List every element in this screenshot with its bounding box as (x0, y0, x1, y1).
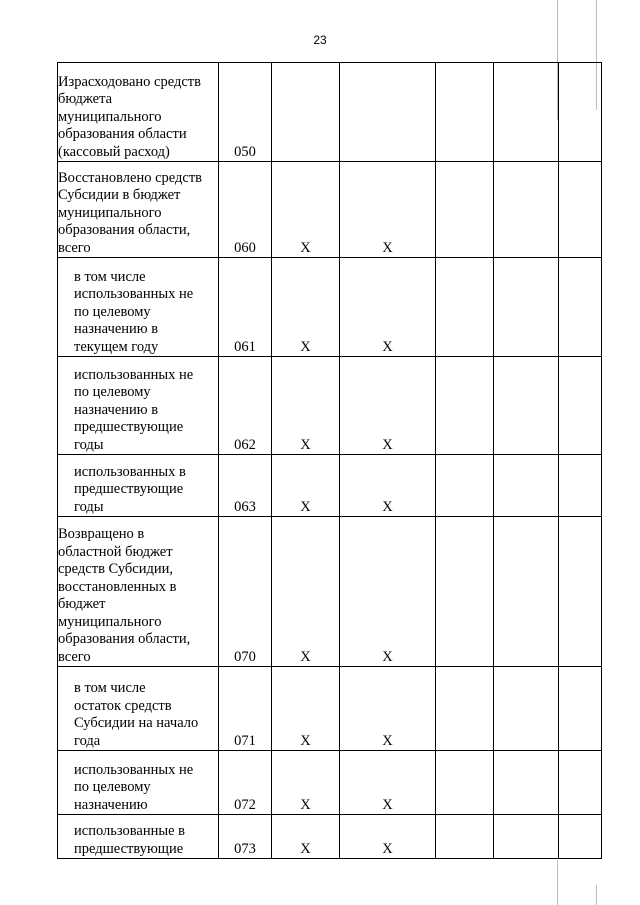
table-row (58, 357, 602, 455)
row-label-line: годы (74, 498, 104, 515)
scan-edge-line (596, 885, 597, 905)
row-label (58, 517, 219, 667)
row-label-line: по целевому (74, 779, 151, 795)
row-code: 063 (219, 455, 272, 517)
page-number: 23 (313, 33, 327, 47)
empty-cell (436, 667, 494, 751)
cell-mark: X (272, 455, 340, 517)
empty-cell (436, 517, 494, 667)
row-label-line: остаток средств (74, 697, 172, 714)
table-row (58, 751, 602, 815)
cell-mark: X (340, 517, 436, 667)
row-label-line: образования области, (58, 631, 191, 647)
empty-cell (494, 357, 559, 455)
table-row (58, 667, 602, 751)
row-code: 072 (219, 751, 272, 815)
row-label (58, 258, 219, 357)
row-label (58, 357, 219, 455)
cell-mark (340, 63, 436, 162)
table-row (58, 517, 602, 667)
cell-mark: X (340, 815, 436, 859)
row-label-line: бюджет (58, 596, 106, 612)
row-code: 070 (219, 517, 272, 667)
row-label-line: использованные в (74, 823, 186, 839)
row-label-line: предшествующие (74, 481, 184, 497)
table-row (58, 162, 602, 258)
row-label-line: текущем году (74, 338, 159, 355)
row-label-line: образования области (58, 126, 187, 142)
empty-cell (494, 815, 559, 859)
row-code: 061 (219, 258, 272, 357)
empty-cell (436, 258, 494, 357)
cell-mark (272, 63, 340, 162)
row-label-line: назначению в (74, 401, 159, 418)
cell-mark: X (272, 162, 340, 258)
row-label-line: всего (58, 239, 91, 256)
cell-mark: X (272, 815, 340, 859)
row-label-line: года (74, 732, 101, 749)
empty-cell (494, 455, 559, 517)
empty-cell (436, 357, 494, 455)
row-code: 071 (219, 667, 272, 751)
row-label-line: муниципального (58, 613, 162, 630)
table-row (58, 63, 602, 162)
row-label (58, 455, 219, 517)
row-label-line: муниципального (58, 204, 162, 221)
row-label-line: использованных не (74, 761, 194, 778)
row-label-line: в том числе (74, 268, 146, 285)
cell-mark: X (340, 751, 436, 815)
report-table (57, 62, 602, 859)
cell-mark: X (340, 258, 436, 357)
row-label-line: средств Субсидии, (58, 561, 174, 577)
row-label-line: по целевому (74, 303, 151, 320)
cell-mark: X (272, 357, 340, 455)
cell-mark: X (340, 357, 436, 455)
row-label (58, 751, 219, 815)
row-label-line: бюджета (58, 91, 113, 107)
empty-cell (494, 258, 559, 357)
cell-mark: X (272, 667, 340, 751)
empty-cell (436, 162, 494, 258)
empty-cell (494, 517, 559, 667)
empty-cell (559, 357, 602, 455)
row-label-line: использованных не (74, 366, 194, 383)
row-code: 060 (219, 162, 272, 258)
empty-cell (494, 162, 559, 258)
row-label-line: Израсходовано средств (58, 73, 201, 90)
empty-cell (559, 162, 602, 258)
empty-cell (436, 815, 494, 859)
empty-cell (559, 815, 602, 859)
empty-cell (559, 258, 602, 357)
empty-cell (436, 455, 494, 517)
row-label-line: предшествующие (74, 840, 184, 857)
table-row (58, 815, 602, 859)
empty-cell (436, 751, 494, 815)
table-row (58, 258, 602, 357)
row-code: 062 (219, 357, 272, 455)
row-label-line: Восстановлено средств (58, 169, 203, 186)
row-label-line: в том числе (74, 680, 146, 696)
row-label-line: муниципального (58, 108, 162, 125)
empty-cell (494, 751, 559, 815)
cell-mark: X (272, 751, 340, 815)
empty-cell (559, 63, 602, 162)
row-label (58, 815, 219, 859)
empty-cell (559, 517, 602, 667)
row-label-line: годы (74, 436, 104, 453)
row-label-line: всего (58, 648, 91, 665)
cell-mark: X (340, 455, 436, 517)
empty-cell (494, 63, 559, 162)
row-label-line: использованных не (74, 286, 194, 302)
row-code: 050 (219, 63, 272, 162)
empty-cell (494, 667, 559, 751)
row-label-line: Возвращено в (58, 526, 145, 542)
row-label-line: образования области, (58, 222, 191, 238)
cell-mark: X (272, 258, 340, 357)
scan-edge-line (557, 860, 558, 905)
row-label-line: предшествующие (74, 419, 184, 435)
empty-cell (559, 751, 602, 815)
cell-mark: X (272, 517, 340, 667)
row-label-line: областной бюджет (58, 543, 173, 560)
cell-mark: X (340, 162, 436, 258)
row-label-line: Субсидии в бюджет (58, 187, 181, 203)
cell-mark: X (340, 667, 436, 751)
row-label-line: назначению (74, 796, 148, 813)
row-label-line: (кассовый расход) (58, 143, 170, 160)
row-label-line: по целевому (74, 384, 151, 400)
row-code: 073 (219, 815, 272, 859)
table-row (58, 455, 602, 517)
row-label (58, 667, 219, 751)
row-label-line: восстановленных в (58, 578, 177, 595)
row-label-line: использованных в (74, 463, 186, 480)
row-label (58, 63, 219, 162)
row-label-line: назначению в (74, 321, 159, 337)
empty-cell (559, 667, 602, 751)
empty-cell (436, 63, 494, 162)
row-label (58, 162, 219, 258)
row-label-line: Субсидии на начало (74, 715, 199, 731)
empty-cell (559, 455, 602, 517)
